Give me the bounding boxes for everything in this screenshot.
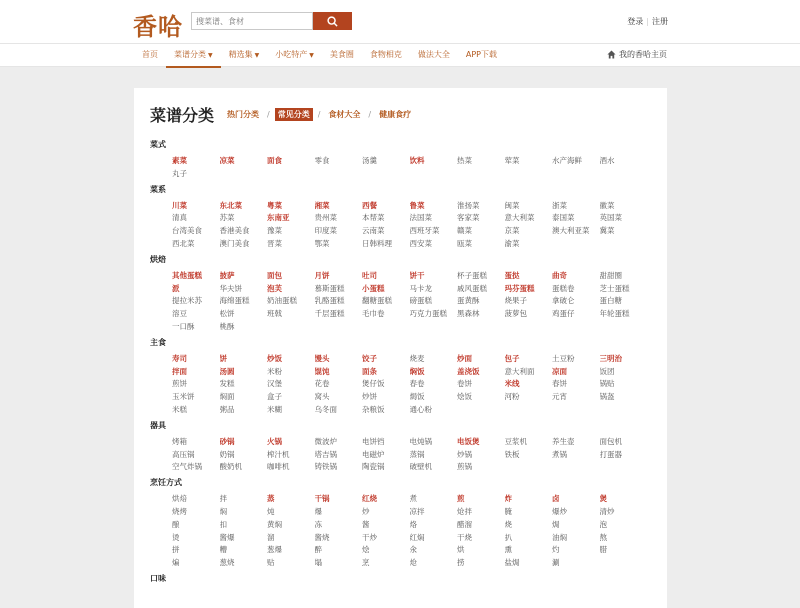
category-link[interactable]: 溶豆 (172, 309, 187, 319)
category-link[interactable]: 淮扬菜 (457, 200, 480, 210)
category-link[interactable]: 炒饭 (267, 353, 282, 363)
category-link[interactable]: 面包机 (599, 436, 622, 446)
category-link[interactable]: 晋菜 (267, 238, 282, 248)
category-link[interactable]: 杯子蛋糕 (457, 270, 487, 280)
category-link[interactable]: 慕斯蛋糕 (314, 283, 345, 293)
category-card (134, 88, 667, 608)
category-link[interactable]: 电饭煲 (457, 436, 480, 446)
category-link[interactable]: 烩 (362, 545, 370, 555)
category-link[interactable]: 饭团 (599, 366, 615, 376)
category-link[interactable]: 鲁菜 (409, 200, 425, 210)
category-link[interactable]: 英国菜 (599, 213, 622, 223)
category-link[interactable]: 素菜 (172, 156, 187, 165)
auth-links (627, 16, 668, 27)
category-link[interactable]: 蛋黄酥 (457, 296, 480, 306)
nav-item[interactable] (267, 44, 322, 68)
category-link[interactable]: 砂锅 (219, 436, 235, 446)
category-link[interactable]: 饺子 (362, 353, 377, 363)
nav-item[interactable] (458, 44, 505, 68)
search-icon (327, 16, 338, 27)
category-tabs (224, 108, 414, 121)
group-title: 菜式 (150, 140, 166, 149)
category-groups (150, 139, 651, 585)
category-link[interactable]: 馄饨 (314, 366, 330, 376)
tab-divider: / (267, 109, 270, 119)
category-link[interactable]: 腊 (599, 545, 607, 555)
group-title: 口味 (150, 573, 166, 583)
category-link[interactable]: 熬 (599, 532, 607, 542)
category-link[interactable]: 烤箱 (172, 436, 187, 446)
category-link[interactable]: 铸铁锅 (314, 462, 337, 472)
category-link[interactable]: 盒子 (267, 392, 282, 402)
category-link[interactable]: 戚风蛋糕 (457, 283, 487, 293)
category-link[interactable]: 翻糖蛋糕 (362, 296, 392, 306)
register-link[interactable]: 注册 (652, 17, 668, 26)
nav-list (134, 44, 505, 68)
group-title: 烹饪方式 (150, 478, 182, 488)
category-link[interactable]: 客家菜 (457, 213, 480, 223)
category-link[interactable]: 海绵蛋糕 (219, 296, 250, 306)
category-link[interactable]: 烧麦 (409, 353, 425, 363)
category-link[interactable]: 酱烧 (314, 532, 330, 542)
category-link[interactable]: 闽菜 (504, 200, 520, 210)
category-link[interactable]: 元宵 (552, 392, 567, 402)
category-link[interactable]: 赣菜 (457, 226, 472, 236)
group-title: 器具 (150, 420, 166, 430)
category-link[interactable]: 焖饭 (409, 366, 425, 376)
main-nav (0, 43, 800, 67)
category-link[interactable]: 氽 (409, 545, 417, 555)
category-link[interactable]: 泡 (599, 519, 607, 529)
category-link[interactable]: 徽菜 (599, 200, 615, 210)
category-tab[interactable]: 食材大全 (328, 109, 361, 119)
auth-divider: | (646, 17, 649, 26)
group-items (150, 353, 651, 417)
category-link[interactable]: 米粉 (267, 366, 282, 376)
category-link[interactable]: 香港美食 (219, 226, 250, 236)
category-link[interactable]: 葱爆 (267, 545, 282, 555)
category-link[interactable]: 盐焗 (504, 558, 520, 568)
category-link[interactable]: 烧果子 (504, 296, 527, 306)
nav-item-label: 做法大全 (417, 50, 450, 59)
category-link[interactable]: 浙菜 (552, 200, 567, 210)
caret-down-icon: ▼ (309, 52, 314, 59)
category-link[interactable]: 法国菜 (409, 213, 432, 223)
category-link[interactable]: 瓯菜 (457, 238, 472, 248)
category-link[interactable]: 花卷 (314, 379, 330, 389)
category-link[interactable]: 塌 (314, 558, 322, 568)
site-logo[interactable]: 香哈 (133, 12, 183, 41)
category-link[interactable]: 炒面 (457, 353, 472, 363)
category-link[interactable]: 窝头 (314, 392, 330, 402)
category-link[interactable]: 爆炒 (552, 506, 567, 516)
category-link[interactable]: 拼 (172, 545, 180, 555)
category-link[interactable]: 汤羹 (362, 156, 377, 165)
search-input[interactable] (191, 12, 313, 30)
category-link[interactable]: 甜甜圈 (599, 270, 622, 280)
category-link[interactable]: 灼 (552, 545, 560, 555)
category-link[interactable]: 芝士蛋糕 (599, 283, 630, 293)
category-link[interactable]: 拿破仑 (552, 296, 575, 306)
category-link[interactable]: 京菜 (504, 226, 520, 236)
category-link[interactable]: 蒸 (267, 494, 275, 504)
nav-item-label: 美食圈 (329, 50, 354, 59)
group-title: 烘焙 (150, 254, 166, 264)
search-button[interactable] (313, 12, 352, 30)
category-link[interactable]: 提拉米苏 (172, 296, 202, 306)
nav-item[interactable] (221, 44, 268, 68)
category-link[interactable]: 打蛋器 (599, 449, 622, 459)
category-link[interactable]: 披萨 (219, 270, 235, 280)
category-link[interactable]: 糟 (219, 545, 227, 555)
page-title: 菜谱分类 (150, 105, 215, 125)
category-link[interactable]: 河粉 (504, 392, 520, 402)
category-link[interactable]: 烘 (457, 545, 465, 555)
category-link[interactable]: 荤菜 (504, 156, 520, 165)
category-link[interactable]: 日韩料理 (362, 238, 392, 248)
category-link[interactable]: 火锅 (267, 436, 282, 446)
category-link[interactable]: 凉面 (552, 366, 567, 376)
category-link[interactable]: 葱烧 (219, 558, 235, 568)
category-link[interactable]: 微波炉 (314, 436, 337, 446)
category-link[interactable]: 干烧 (457, 532, 472, 542)
category-link[interactable]: 饼 (219, 353, 227, 363)
category-link[interactable]: 三明治 (599, 353, 622, 363)
nav-item-label: 菜谱分类 (174, 50, 206, 59)
category-link[interactable]: 印度菜 (314, 226, 337, 236)
category-link[interactable]: 扒 (504, 532, 512, 542)
category-link[interactable]: 铁板 (504, 449, 520, 459)
category-link[interactable]: 丸子 (172, 168, 187, 178)
category-link[interactable]: 松饼 (219, 309, 235, 319)
category-link[interactable]: 凉拌 (409, 506, 425, 516)
category-tab[interactable]: 健康食疗 (379, 109, 412, 119)
category-link[interactable]: 千层蛋糕 (314, 309, 345, 319)
category-link[interactable]: 蒸锅 (409, 449, 425, 459)
group-items (150, 493, 651, 570)
category-link[interactable]: 鸡蛋仔 (552, 309, 575, 319)
category-link[interactable]: 油焖 (552, 532, 567, 542)
category-link[interactable]: 拌 (219, 494, 227, 504)
category-link[interactable]: 吐司 (362, 270, 377, 280)
category-link[interactable]: 焗 (552, 519, 560, 529)
category-link[interactable]: 饮料 (409, 156, 425, 165)
category-link[interactable]: 奶锅 (219, 449, 235, 459)
category-link[interactable]: 通心粉 (409, 404, 432, 414)
category-link[interactable]: 酿 (172, 519, 180, 529)
category-link[interactable]: 汉堡 (267, 379, 282, 389)
category-link[interactable]: 炒 (362, 506, 370, 516)
category-link[interactable]: 酱 (362, 519, 370, 529)
category-link[interactable]: 米糕 (172, 404, 187, 414)
category-link[interactable]: 锅贴 (599, 379, 615, 389)
category-link[interactable]: 煸 (172, 558, 180, 568)
category-link[interactable]: 米糊 (267, 404, 282, 414)
nav-item[interactable] (322, 44, 362, 68)
category-link[interactable]: 爆 (314, 506, 322, 516)
category-link[interactable]: 红焖 (409, 532, 425, 542)
group-items (150, 155, 651, 181)
category-link[interactable]: 意大利菜 (504, 213, 535, 223)
category-link[interactable]: 酱爆 (219, 532, 235, 542)
category-link[interactable]: 煎饼 (172, 379, 187, 389)
category-tab[interactable]: 热门分类 (227, 109, 260, 119)
category-link[interactable]: 意大利面 (504, 366, 535, 376)
category-link[interactable]: 干锅 (314, 494, 330, 504)
category-link[interactable]: 烘焙 (172, 494, 187, 504)
category-link[interactable]: 熏 (504, 545, 512, 555)
category-link[interactable]: 煎锅 (457, 462, 472, 472)
category-link[interactable]: 湘菜 (314, 200, 330, 210)
category-link[interactable]: 川菜 (172, 200, 187, 210)
category-link[interactable]: 锅盔 (599, 392, 615, 402)
nav-item-label: 小吃特产 (275, 50, 308, 59)
category-link[interactable]: 腌 (504, 506, 512, 516)
nav-item[interactable] (362, 44, 410, 68)
category-link[interactable]: 冀菜 (599, 226, 615, 236)
category-link[interactable]: 空气炸锅 (172, 462, 202, 472)
category-link[interactable]: 春饼 (552, 379, 567, 389)
my-home-link[interactable] (607, 49, 667, 60)
category-link[interactable]: 煮锅 (552, 449, 567, 459)
category-link[interactable]: 电饼铛 (362, 436, 385, 446)
category-link[interactable]: 煮 (409, 494, 417, 504)
category-link[interactable]: 桃酥 (219, 321, 235, 331)
category-link[interactable]: 涮 (552, 558, 560, 568)
category-link[interactable]: 面条 (362, 366, 377, 376)
category-link[interactable]: 陶瓷锅 (362, 462, 385, 472)
category-link[interactable]: 发糕 (219, 379, 235, 389)
category-link[interactable]: 醉 (314, 545, 322, 555)
category-link[interactable]: 西安菜 (409, 238, 432, 248)
category-link[interactable]: 酸奶机 (219, 462, 242, 472)
category-link[interactable]: 炸 (504, 494, 512, 504)
category-link[interactable]: 卷饼 (457, 379, 472, 389)
category-link[interactable]: 拌面 (172, 366, 187, 376)
category-link[interactable]: 炝拌 (457, 506, 472, 516)
category-link[interactable]: 其他蛋糕 (172, 270, 202, 280)
category-link[interactable]: 粤菜 (267, 200, 282, 210)
category-link[interactable]: 干炒 (362, 532, 377, 542)
nav-item-label: 食物相克 (369, 50, 402, 59)
category-link[interactable]: 粥品 (219, 404, 235, 414)
category-link[interactable]: 烫 (172, 532, 180, 542)
category-link[interactable]: 电炖锅 (409, 436, 432, 446)
category-link[interactable]: 贴 (267, 558, 275, 568)
category-link[interactable]: 炝 (409, 558, 417, 568)
category-link[interactable]: 澳门美食 (219, 238, 250, 248)
category-link[interactable]: 乳酪蛋糕 (314, 296, 345, 306)
group-items (150, 270, 651, 334)
category-link[interactable]: 零食 (314, 156, 330, 165)
category-link[interactable]: 土豆粉 (552, 353, 575, 363)
category-link[interactable]: 玛芬蛋糕 (504, 283, 535, 293)
category-link[interactable]: 东南亚 (267, 213, 290, 223)
nav-item[interactable] (166, 44, 221, 68)
nav-item[interactable] (410, 44, 458, 68)
category-link[interactable]: 米线 (504, 379, 520, 389)
category-link[interactable]: 烙 (409, 519, 417, 529)
category-link[interactable]: 咖啡机 (267, 462, 290, 472)
category-link[interactable]: 焖 (219, 506, 227, 516)
home-icon (607, 50, 616, 59)
category-link[interactable]: 豫菜 (267, 226, 282, 236)
top-bar (0, 0, 800, 43)
category-link[interactable]: 贵州菜 (314, 213, 337, 223)
nav-item-label: APP下载 (465, 50, 497, 59)
category-link[interactable]: 炒饼 (362, 392, 377, 402)
category-link[interactable]: 榨汁机 (267, 449, 290, 459)
category-link[interactable]: 蛋糕卷 (552, 283, 575, 293)
category-link[interactable]: 水产海鲜 (552, 156, 582, 165)
category-link[interactable]: 酒水 (599, 156, 615, 165)
category-link[interactable]: 焗饭 (409, 392, 425, 402)
category-link[interactable]: 馒头 (314, 353, 330, 363)
category-link[interactable]: 春卷 (409, 379, 425, 389)
category-link[interactable]: 年轮蛋糕 (599, 309, 630, 319)
category-link[interactable]: 本帮菜 (362, 213, 385, 223)
category-link[interactable]: 杂粮饭 (362, 404, 385, 414)
category-link[interactable]: 烧烤 (172, 506, 187, 516)
category-link[interactable]: 鄂菜 (314, 238, 330, 248)
category-link[interactable]: 台湾美食 (172, 226, 202, 236)
category-link[interactable]: 清炒 (599, 506, 615, 516)
category-link[interactable]: 包子 (504, 353, 520, 363)
category-link[interactable]: 热菜 (457, 156, 472, 165)
category-link[interactable]: 盖浇饭 (457, 366, 480, 376)
category-link[interactable]: 塔吉锅 (314, 449, 337, 459)
category-link[interactable]: 黑森林 (457, 309, 480, 319)
category-link[interactable]: 玉米饼 (172, 392, 195, 402)
group-items (150, 200, 651, 251)
category-link[interactable]: 高压锅 (172, 449, 195, 459)
category-link[interactable]: 烧 (504, 519, 512, 529)
category-link[interactable]: 养生壶 (552, 436, 575, 446)
category-link[interactable]: 菠萝包 (504, 309, 527, 319)
nav-item[interactable] (134, 44, 166, 68)
category-link[interactable]: 华夫饼 (219, 283, 242, 293)
caret-down-icon: ▼ (254, 52, 260, 59)
category-link[interactable]: 蛋白糖 (599, 296, 622, 306)
category-link[interactable]: 煎 (457, 494, 465, 504)
category-link[interactable]: 泡芙 (267, 283, 282, 293)
category-link[interactable]: 渝菜 (504, 238, 520, 248)
caret-down-icon: ▼ (208, 52, 213, 59)
category-link[interactable]: 曲奇 (552, 270, 567, 280)
category-link[interactable]: 清真 (172, 213, 187, 223)
category-link[interactable]: 派 (172, 283, 180, 293)
login-link[interactable]: 登录 (627, 17, 644, 26)
category-link[interactable]: 醋溜 (457, 519, 472, 529)
my-home-label: 我的香哈主页 (619, 50, 667, 59)
category-link[interactable]: 汤圆 (219, 366, 235, 376)
category-link[interactable]: 月饼 (314, 270, 330, 280)
category-link[interactable]: 奶油蛋糕 (267, 296, 297, 306)
group-title: 主食 (150, 337, 166, 347)
category-link[interactable]: 班戟 (267, 309, 282, 319)
category-link[interactable]: 冻 (314, 519, 322, 529)
category-link[interactable]: 焖面 (219, 392, 235, 402)
category-link[interactable]: 煲 (599, 494, 607, 504)
category-link[interactable]: 炒锅 (457, 449, 472, 459)
tab-divider: / (368, 109, 372, 119)
category-link[interactable]: 澳大利亚菜 (552, 226, 590, 236)
category-link[interactable]: 小蛋糕 (362, 283, 385, 293)
category-link[interactable]: 炖 (267, 506, 275, 516)
category-link[interactable]: 煲仔饭 (362, 379, 385, 389)
group-title: 菜系 (150, 184, 166, 194)
nav-item-label: 首页 (142, 50, 158, 59)
category-link[interactable]: 烩饭 (457, 392, 472, 402)
category-link[interactable]: 寿司 (172, 353, 187, 363)
category-link[interactable]: 面包 (267, 270, 282, 280)
nav-item-label: 精选集 (228, 50, 253, 59)
category-link[interactable]: 破壁机 (409, 462, 432, 472)
category-link[interactable]: 捞 (457, 558, 465, 568)
category-link[interactable]: 云南菜 (362, 226, 385, 236)
category-link[interactable]: 豆浆机 (504, 436, 527, 446)
tab-divider: / (317, 109, 321, 119)
category-link[interactable]: 面食 (267, 156, 282, 165)
category-tab[interactable]: 常见分类 (275, 108, 313, 121)
category-link[interactable]: 西北菜 (172, 238, 195, 248)
category-link[interactable]: 东北菜 (219, 200, 242, 210)
category-link[interactable]: 红烧 (362, 494, 377, 504)
category-link[interactable]: 溜 (267, 532, 275, 542)
group-items (150, 436, 651, 474)
category-link[interactable]: 黄焖 (267, 519, 282, 529)
category-link[interactable]: 泰国菜 (552, 213, 575, 223)
category-link[interactable]: 毛巾卷 (362, 309, 385, 319)
category-link[interactable]: 巧克力蛋糕 (409, 309, 447, 319)
category-link[interactable]: 电磁炉 (362, 449, 385, 459)
category-link[interactable]: 西班牙菜 (409, 226, 440, 236)
category-link[interactable]: 凉菜 (219, 156, 235, 165)
category-link[interactable]: 蛋挞 (504, 270, 520, 280)
category-link[interactable]: 西餐 (362, 200, 377, 210)
category-link[interactable]: 卤 (552, 494, 560, 504)
category-link[interactable]: 烹 (362, 558, 370, 568)
category-link[interactable]: 饼干 (409, 270, 425, 280)
category-link[interactable]: 乌冬面 (314, 404, 337, 414)
category-link[interactable]: 马卡龙 (409, 283, 432, 293)
card-header (150, 103, 651, 125)
category-link[interactable]: 苏菜 (219, 213, 235, 223)
category-link[interactable]: 一口酥 (172, 321, 195, 331)
category-link[interactable]: 磅蛋糕 (409, 296, 432, 306)
category-link[interactable]: 扣 (219, 519, 227, 529)
